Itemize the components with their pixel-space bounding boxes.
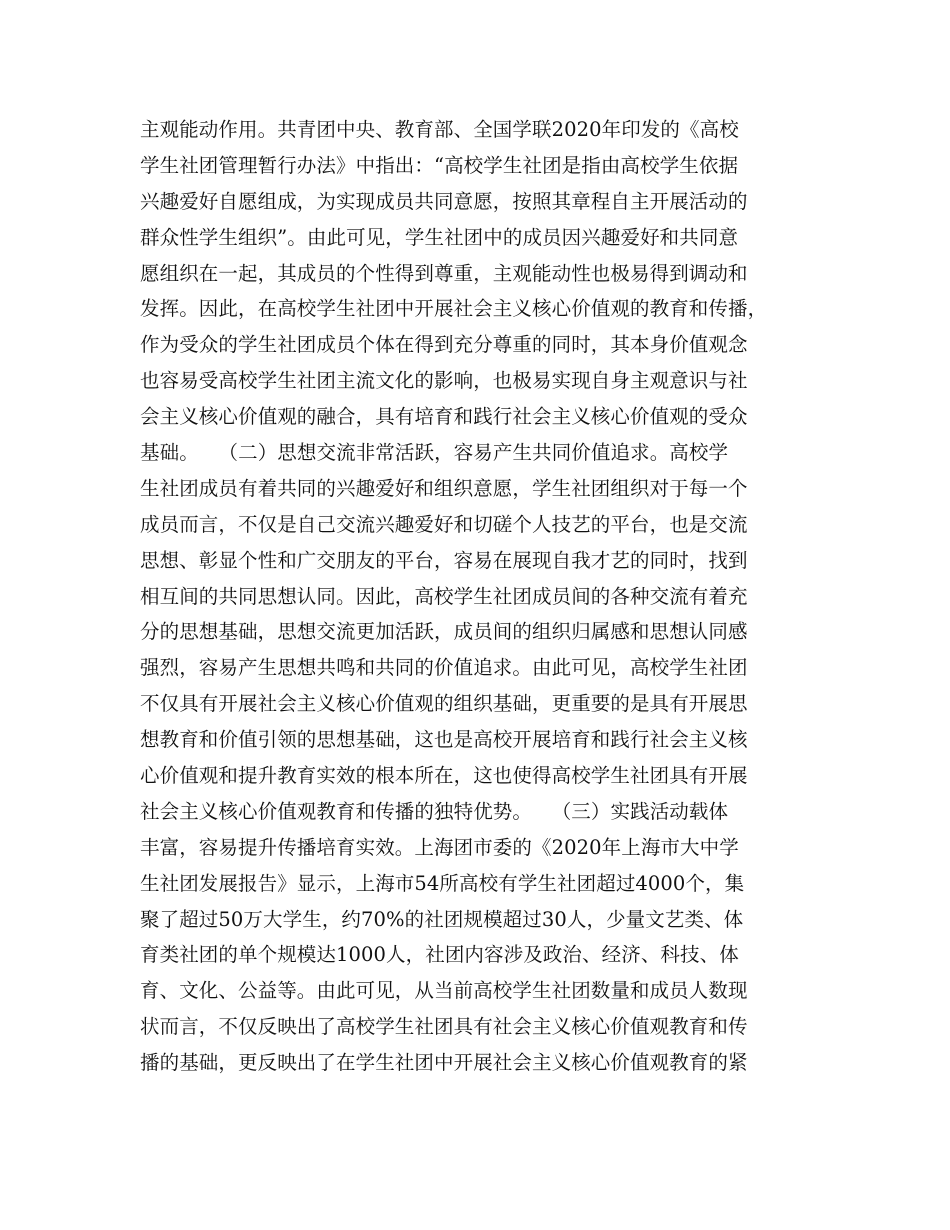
text-line-25: 育、文化、公益等。由此可见，从当前高校学生社团数量和成员人数现: [140, 979, 748, 1003]
text-line-16: 强烈，容易产生思想共鸣和共同的价值追求。由此可见，高校学生社团: [140, 656, 748, 680]
text-line-2: 学生社团管理暂行办法》中指出：“高校学生社团是指由高校学生依据: [140, 153, 739, 177]
text-line-21: 丰富，容易提升传播培育实效。上海团市委的《2020年上海市大中学: [140, 835, 739, 859]
text-line-17: 不仅具有开展社会主义核心价值观的组织基础，更重要的是具有开展思: [140, 692, 748, 716]
text-line-9: 会主义核心价值观的融合，具有培育和践行社会主义核心价值观的受众: [140, 405, 748, 429]
text-line-23: 聚了超过50万大学生，约70%的社团规模超过30人，少量文艺类、体: [140, 907, 744, 931]
text-line-7: 作为受众的学生社团成员个体在得到充分尊重的同时，其本身价值观念: [140, 333, 748, 357]
text-line-11: 生社团成员有着共同的兴趣爱好和组织意愿，学生社团组织对于每一个: [140, 476, 748, 500]
text-line-18: 想教育和价值引领的思想基础，这也是高校开展培育和践行社会主义核: [140, 728, 748, 752]
text-line-19: 心价值观和提升教育实效的根本所在，这也使得高校学生社团具有开展: [140, 764, 748, 788]
text-line-4: 群众性学生组织”。由此可见，学生社团中的成员因兴趣爱好和共同意: [140, 225, 739, 249]
text-line-22: 生社团发展报告》显示，上海市54所高校有学生社团超过4000个，集: [140, 871, 745, 895]
text-line-12: 成员而言，不仅是自己交流兴趣爱好和切磋个人技艺的平台，也是交流: [140, 512, 748, 536]
text-line-15: 分的思想基础，思想交流更加活跃，成员间的组织归属感和思想认同感: [140, 620, 748, 644]
text-line-26: 状而言，不仅反映出了高校学生社团具有社会主义核心价值观教育和传: [140, 1015, 748, 1039]
text-line-8: 也容易受高校学生社团主流文化的影响，也极易实现自身主观意识与社: [140, 369, 748, 393]
text-line-27: 播的基础，更反映出了在学生社团中开展社会主义核心价值观教育的紧: [140, 1051, 748, 1075]
text-line-6: 发挥。因此，在高校学生社团中开展社会主义核心价值观的教育和传播，: [140, 297, 768, 321]
text-line-10: 基础。 （二）思想交流非常活跃，容易产生共同价值追求。高校学: [140, 441, 729, 465]
text-line-3: 兴趣爱好自愿组成，为实现成员共同意愿，按照其章程自主开展活动的: [140, 189, 748, 213]
body-text: [140, 112, 815, 1081]
text-line-1: 主观能动作用。共青团中央、教育部、全国学联2020年印发的《高校: [140, 118, 739, 141]
text-line-20: 社会主义核心价值观教育和传播的独特优势。 （三）实践活动载体: [140, 799, 729, 823]
text-line-13: 思想、彰显个性和广交朋友的平台，容易在展现自我才艺的同时，找到: [140, 548, 748, 572]
text-line-24: 育类社团的单个规模达1000人，社团内容涉及政治、经济、科技、体: [140, 943, 739, 967]
text-line-14: 相互间的共同思想认同。因此，高校学生社团成员间的各种交流有着充: [140, 584, 748, 608]
text-line-5: 愿组织在一起，其成员的个性得到尊重，主观能动性也极易得到调动和: [140, 261, 748, 285]
